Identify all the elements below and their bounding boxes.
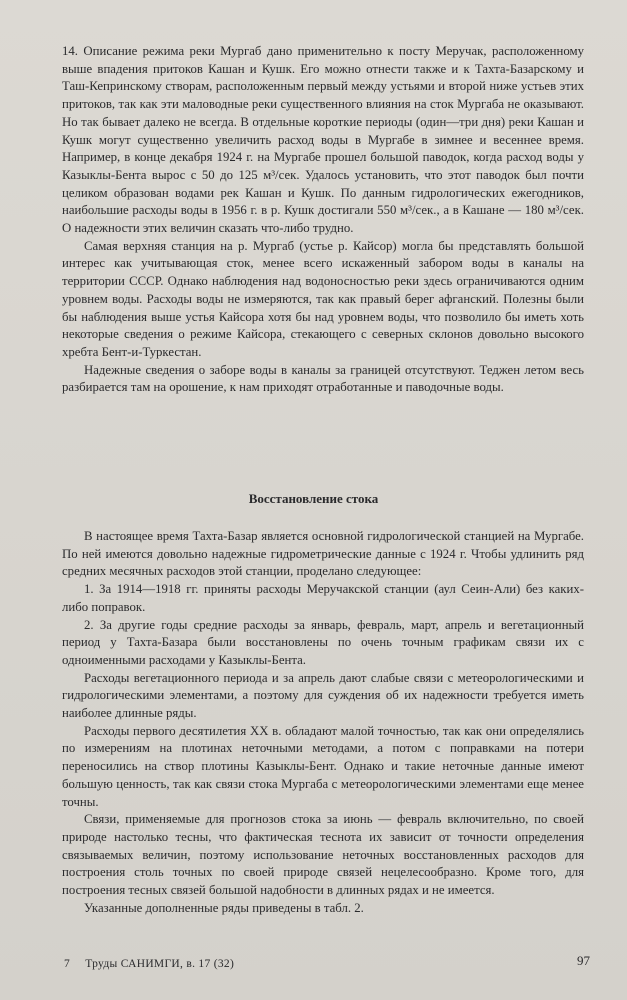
paragraph-14: 14. Описание режима реки Мургаб дано применительно к посту Меручак, расположенному выше впадения притоков Кашан и Кушк. Его можно отнести также и к Тахта-Базарскому и Таш-Кепринскому створам, расположенным первый между устьями и второй ниже устьев этих притоков, так как эти маловодные реки существенного влияния на сток Мургаба не оказывают. Но так бывает далеко не всегда. В отдельные короткие периоды (один—три дня) реки Кашан и Кушк могут существенно увеличить расход воды в Мургабе в зимнее и весеннее время. Например, в конце декабря 1924 г. на Мургабе прошел большой паводок, когда расход воды у Казыклы-Бента вырос с 50 до 125 м³/сек. Удалось установить, что этот паводок был почти целиком образован водами рек Кашан и Кушк. По данным гидрологических ежегодников, наибольшие расходы воды в 1956 г. в р. Кушк достигали 550 м³/сек., а в Кашане — 180 м³/сек. О надежности этих величин сказать что-либо трудно. xyxy=(62,44,584,236)
text-block-bottom xyxy=(62,528,584,917)
paragraph: Расходы вегетационного периода и за апрель дают слабые связи с метеорологическими и гидрологическими элементами, а поэтому для суждения об их надежности требуется иметь наиболее длинные ряды. xyxy=(62,670,584,721)
page-footer xyxy=(64,958,234,970)
journal-title: Труды САНИМГИ, в. 17 (32) xyxy=(85,958,235,970)
paragraph: Связи, применяемые для прогнозов стока за июнь — февраль включительно, по своей природе настолько тесны, что фактическая теснота их зависит от точности определения связываемых величин, поэтому использование неточных восстановленных расходов для построения столь точных по своей природе связей нецелесообразно. Кроме того, для построения тесных связей большой надобности в длинных рядах и не имеется. xyxy=(62,812,584,898)
list-item: 1. За 1914—1918 гг. приняты расходы Меручакской станции (аул Сеин-Али) без каких-либо поправок. xyxy=(62,582,584,614)
section-heading: Восстановление стока xyxy=(248,491,379,506)
paragraph: В настоящее время Тахта-Базар является основной гидрологической станцией на Мургабе. По ней имеются довольно надежные гидрометрические данные с 1924 г. Чтобы удлинить ряд средних месячных расходов этой станции, проделано следующее: xyxy=(62,529,584,579)
signature-mark: 7 xyxy=(64,958,71,970)
paragraph: Расходы первого десятилетия XX в. обладают малой точностью, так как они определялись по измерениям на плотинах неточными методами, а потом с поправками на потери переносились на створ плотины Казыклы-Бент. Однако и такие неточные данные имеют большую ценность, так как связи стока Мургаба с метеорологическими элементами еще менее точны. xyxy=(62,723,584,809)
paragraph: Самая верхняя станция на р. Мургаб (устье р. Кайсор) могла бы представлять большой интерес как учитывающая сток, менее всего искаженный забором воды в каналы на территории СССР. Однако наблюдения над водоносностью реки здесь ограничиваются одним уровнем воды. Расходы воды не измеряются, так как правый берег афганский. Полезны были бы наблюдения выше устья Кайсора хотя бы над уровнем воды, что позволило бы иметь хоть некоторые сведения о режиме Кайсора, стекающего с северных склонов довольно высокого хребта Бент-и-Туркестан. xyxy=(62,238,584,359)
paragraph: Надежные сведения о заборе воды в каналы за границей отсутствуют. Теджен летом весь разбирается там на орошение, к нам приходят отработанные и паводочные воды. xyxy=(62,362,584,395)
paragraph: Указанные дополненные ряды приведены в табл. 2. xyxy=(84,900,364,915)
text-block-top xyxy=(62,43,584,397)
page-number: 97 xyxy=(577,953,590,968)
list-item: 2. За другие годы средние расходы за январь, февраль, март, апрель и вегетационный период у Тахта-Базара были восстановлены по очень точным графикам связи их с одноименными расходами у Казыклы-Бента. xyxy=(62,617,584,667)
